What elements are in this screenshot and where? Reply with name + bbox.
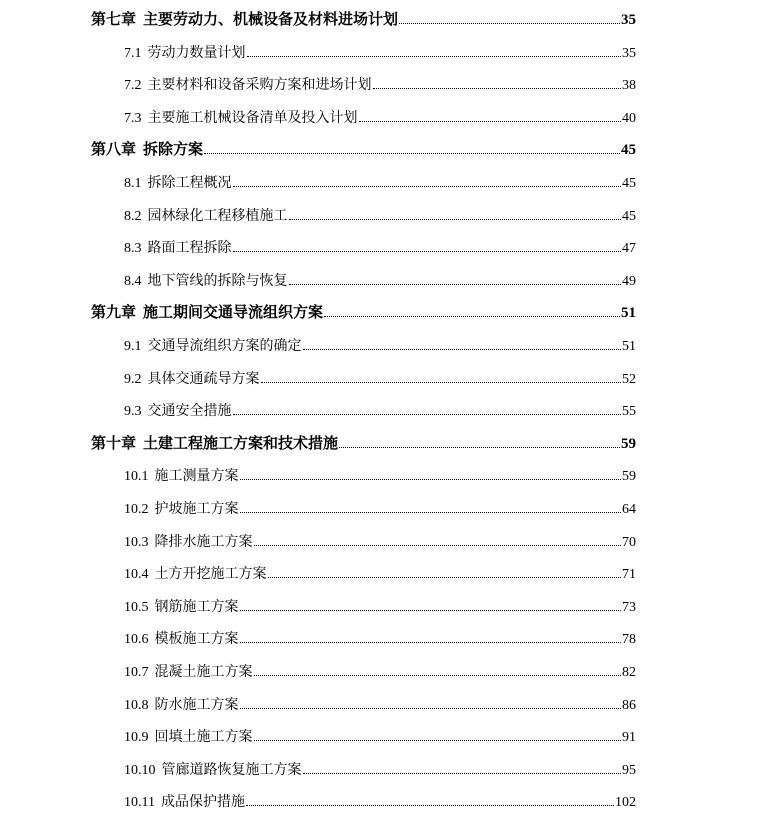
toc-entry-page-number: 35 [621,12,636,28]
dot-leader [246,805,614,806]
toc-entry-title: 模板施工方案 [154,631,239,648]
toc-entry-number: 10.7 [124,665,149,680]
toc-entry-number: 8.1 [124,176,142,191]
toc-section-entry[interactable] [124,626,636,648]
toc-section-entry[interactable] [124,659,636,681]
toc-entry-page-number: 59 [622,469,636,485]
toc-entry-number: 第十章 [91,435,137,452]
toc-entry-number: 10.4 [124,567,149,583]
dot-leader [254,675,622,676]
toc-entry-title: 施工测量方案 [154,468,239,485]
toc-entry-number: 10.9 [124,730,149,746]
toc-entry-title: 主要材料和设备采购方案和进场计划 [147,77,372,94]
toc-section-entry[interactable] [124,561,636,583]
toc-entry-title: 管廊道路恢复施工方案 [161,761,302,778]
toc-section-entry[interactable] [124,692,636,714]
toc-entry-page-number: 82 [622,665,636,680]
toc-section-entry[interactable] [124,366,636,388]
dot-leader [240,479,622,480]
toc-entry-number: 10.1 [124,469,149,485]
toc-chapter-entry[interactable] [91,431,636,453]
dot-leader [324,316,620,317]
toc-entry-page-number: 47 [622,241,636,257]
toc-section-entry[interactable] [124,333,636,355]
toc-section-entry[interactable] [124,529,636,551]
toc-entry-title: 拆除方案 [143,140,204,159]
toc-entry-number: 8.4 [124,273,142,289]
toc-entry-title: 降排水施工方案 [154,533,253,550]
toc-section-entry[interactable] [124,398,636,420]
toc-entry-title: 主要施工机械设备清单及投入计划 [147,109,358,126]
toc-entry-title: 成品保护措施 [160,794,245,811]
toc-entry-page-number: 35 [622,45,636,61]
dot-leader [240,610,622,611]
toc-section-entry[interactable] [124,203,636,225]
toc-entry-page-number: 51 [622,339,636,354]
dot-leader [247,56,622,57]
dot-leader [339,447,620,448]
dot-leader [233,251,622,252]
toc-chapter-entry[interactable] [91,300,636,322]
toc-section-entry[interactable] [124,496,636,518]
toc-entry-page-number: 52 [622,371,636,387]
toc-entry-title: 园林绿化工程移植施工 [147,207,288,224]
dot-leader [240,642,622,643]
toc-entry-page-number: 45 [622,208,636,224]
toc-section-entry[interactable] [124,594,636,616]
toc-entry-page-number: 70 [622,534,636,550]
toc-section-entry[interactable] [124,463,636,485]
toc-entry-page-number: 45 [621,142,636,159]
dot-leader [233,186,622,187]
toc-entry-title: 护坡施工方案 [154,501,239,517]
toc-entry-title: 回填土施工方案 [154,729,253,746]
dot-leader [240,708,622,709]
toc-entry-number: 9.2 [124,371,142,387]
toc-section-entry[interactable] [124,105,636,127]
dot-leader [289,219,622,220]
toc-section-entry[interactable] [124,170,636,192]
toc-entry-page-number: 45 [622,176,636,191]
toc-entry-number: 10.3 [124,534,149,550]
toc-section-entry[interactable] [124,268,636,290]
toc-entry-title: 交通安全措施 [147,403,232,420]
dot-leader [289,284,622,285]
toc-entry-number: 9.1 [124,339,142,354]
dot-leader [261,382,622,383]
toc-section-entry[interactable] [124,40,636,62]
toc-section-entry[interactable] [124,235,636,257]
dot-leader [268,577,622,578]
toc-entry-number: 10.2 [124,502,149,517]
toc-entry-title: 防水施工方案 [154,696,239,713]
toc-entry-page-number: 40 [622,110,636,126]
dot-leader [359,121,622,122]
toc-entry-page-number: 55 [622,404,636,420]
toc-entry-title: 土方开挖施工方案 [154,566,267,583]
toc-entry-title: 路面工程拆除 [147,240,232,257]
toc-entry-number: 10.6 [124,632,149,648]
toc-entry-page-number: 51 [621,305,636,322]
dot-leader [254,740,622,741]
toc-entry-page-number: 38 [622,78,636,94]
toc-entry-number: 8.2 [124,208,142,224]
toc-entry-page-number: 78 [622,632,636,648]
toc-entry-title: 交通导流组织方案的确定 [147,338,302,354]
toc-entry-number: 第九章 [91,305,137,322]
toc-entry-title: 主要劳动力、机械设备及材料进场计划 [143,10,399,28]
toc-entry-page-number: 49 [622,273,636,289]
toc-entry-title: 施工期间交通导流组织方案 [143,303,324,322]
toc-chapter-entry[interactable] [91,137,636,159]
toc-section-entry[interactable] [124,724,636,746]
toc-entry-title: 地下管线的拆除与恢复 [147,272,288,289]
dot-leader [233,414,622,415]
dot-leader [303,773,622,774]
toc-entry-title: 钢筋施工方案 [154,598,239,615]
dot-leader [399,23,620,24]
dot-leader [240,512,622,513]
toc-entry-number: 7.1 [124,45,142,61]
toc-entry-page-number: 91 [622,730,636,746]
toc-entry-number: 8.3 [124,241,142,257]
dot-leader [373,88,622,89]
toc-entry-page-number: 95 [622,762,636,778]
toc-entry-number: 10.10 [124,762,156,778]
toc-entry-page-number: 86 [622,697,636,713]
toc-entry-number: 第八章 [91,142,137,159]
toc-entry-page-number: 59 [621,435,636,452]
toc-chapter-entry[interactable] [91,7,636,29]
toc-entry-title: 劳动力数量计划 [147,44,246,61]
toc-entry-page-number: 102 [615,795,636,811]
toc-section-entry[interactable] [124,789,636,811]
toc-entry-number: 10.5 [124,599,149,615]
toc-entry-number: 9.3 [124,404,142,420]
toc-entry-page-number: 64 [622,502,636,517]
toc-entry-number: 10.11 [124,795,155,811]
dot-leader [303,349,622,350]
dot-leader [254,545,622,546]
toc-entry-number: 7.2 [124,78,142,94]
toc-entry-number: 10.8 [124,697,149,713]
toc-entry-number: 第七章 [91,12,137,28]
toc-entry-page-number: 73 [622,599,636,615]
toc-section-entry[interactable] [124,757,636,779]
toc-entry-title: 拆除工程概况 [147,175,232,191]
toc-entry-title: 具体交通疏导方案 [147,370,260,387]
toc-section-entry[interactable] [124,72,636,94]
toc-entry-page-number: 71 [622,567,636,583]
toc-entry-title: 土建工程施工方案和技术措施 [143,433,339,452]
toc-entry-title: 混凝土施工方案 [154,664,253,680]
dot-leader [204,153,620,154]
toc-entry-number: 7.3 [124,110,142,126]
